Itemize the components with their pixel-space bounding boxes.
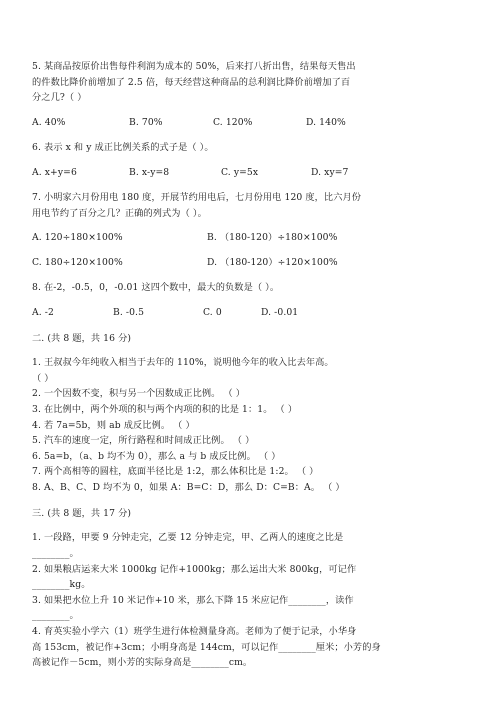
q7-option-d: D. （180-120）÷120×100% xyxy=(207,257,338,268)
section2-item-1: 1. 王叔叔今年纯收入相当于去年的 110%，说明他今年的收入比去年高。 xyxy=(32,357,334,368)
section3-item-1-blank: ________。 xyxy=(32,548,79,559)
q7-option-c: C. 180÷120×100% xyxy=(32,257,123,268)
q7-option-a: A. 120÷180×100% xyxy=(32,232,123,243)
q8-option-c: C. 0 xyxy=(203,307,222,318)
section2-item-3: 3. 在比例中，两个外项的积与两个内项的积的比是 1：1。 （ ） xyxy=(32,404,298,415)
q6-stem: 6. 表示 x 和 y 成正比例关系的式子是（ ）。 xyxy=(32,142,214,153)
q8-option-a: A. -2 xyxy=(32,307,54,318)
q5-option-a: A. 40% xyxy=(32,117,66,128)
q8-option-d: D. -0.01 xyxy=(261,307,299,318)
section2-item-4: 4. 若 7a=5b，则 ab 成反比例。 （ ） xyxy=(32,420,195,431)
section3-item-2: 2. 如果粮店运来大米 1000kg 记作+1000kg；那么运出大米 800kg，可记作 xyxy=(32,564,357,575)
q5-line-2: 的件数比降价前增加了 2.5 倍，每天经营这种商品的总利润比降价前增加了百 xyxy=(32,77,351,88)
section3-item-1: 1. 一段路，甲要 9 分钟走完，乙要 12 分钟走完，甲、乙两人的速度之比是 xyxy=(32,532,344,543)
q5-option-c: C. 120% xyxy=(213,117,253,128)
q6-option-d: D. xy=7 xyxy=(311,167,349,178)
q6-option-c: C. y=5x xyxy=(221,167,259,178)
q5-line-3: 分之几?（ ） xyxy=(32,92,87,103)
section2-item-7: 7. 两个高相等的圆柱，底面半径比是 1:2，那么体积比是 1:2。 （ ） xyxy=(32,466,319,477)
section2-item-6: 6. 5a=b，（a、b 均不为 0），那么 a 与 b 成反比例。 （ ） xyxy=(32,451,281,462)
section3-item-2-blank: ________kg。 xyxy=(32,579,91,590)
q7-option-b: B. （180-120）÷180×100% xyxy=(207,232,338,243)
section3-item-3-blank: ________。 xyxy=(32,610,79,621)
q5-line-1: 5. 某商品按原价出售每件利润为成本的 50%，后来打八折出售，结果每天售出 xyxy=(32,61,356,72)
q8-option-b: B. -0.5 xyxy=(113,307,145,318)
q7-line-1: 7. 小明家六月份用电 180 度，开展节约用电后，七月份用电 120 度，比六月份 xyxy=(32,192,362,203)
section2-item-2: 2. 一个因数不变，积与另一个因数成正比例。 （ ） xyxy=(32,388,246,399)
section3-item-4-line-1: 4. 育英实验小学六（1）班学生进行体检测量身高。老师为了便于记录，小华身 xyxy=(32,626,357,637)
q6-option-b: B. x-y=8 xyxy=(129,167,170,178)
section2-item-8: 8. A、B、C、D 均不为 0，如果 A：B=C：D，那么 D：C=B：A。 （ ） xyxy=(32,482,345,493)
q6-option-a: A. x+y=6 xyxy=(32,167,77,178)
section3-item-4-line-3: 高被记作－5cm，则小芳的实际身高是________cm。 xyxy=(32,657,253,668)
section3-title: 三. (共 8 题，共 17 分) xyxy=(32,508,132,519)
q7-line-2: 用电节约了百分之几？正确的列式为（ ）。 xyxy=(32,208,207,219)
q5-option-b: B. 70% xyxy=(129,117,163,128)
section2-title: 二. (共 8 题，共 16 分) xyxy=(32,333,132,344)
q5-option-d: D. 140% xyxy=(306,117,346,128)
section3-item-3: 3. 如果把水位上升 10 米记作+10 米，那么下降 15 米应记作________，读作 xyxy=(32,595,354,606)
section3-item-4-line-2: 高 153cm，被记作+3cm；小明身高是 144cm，可以记作________厘米；小芳的身 xyxy=(32,642,381,653)
section2-item-5: 5. 汽车的速度一定，所行路程和时间成正比例。 （ ） xyxy=(32,435,255,446)
q8-stem: 8. 在-2，-0.5，0，-0.01 这四个数中，最大的负数是（ ）。 xyxy=(32,282,280,293)
section2-item-1-paren: （ ） xyxy=(32,373,54,384)
